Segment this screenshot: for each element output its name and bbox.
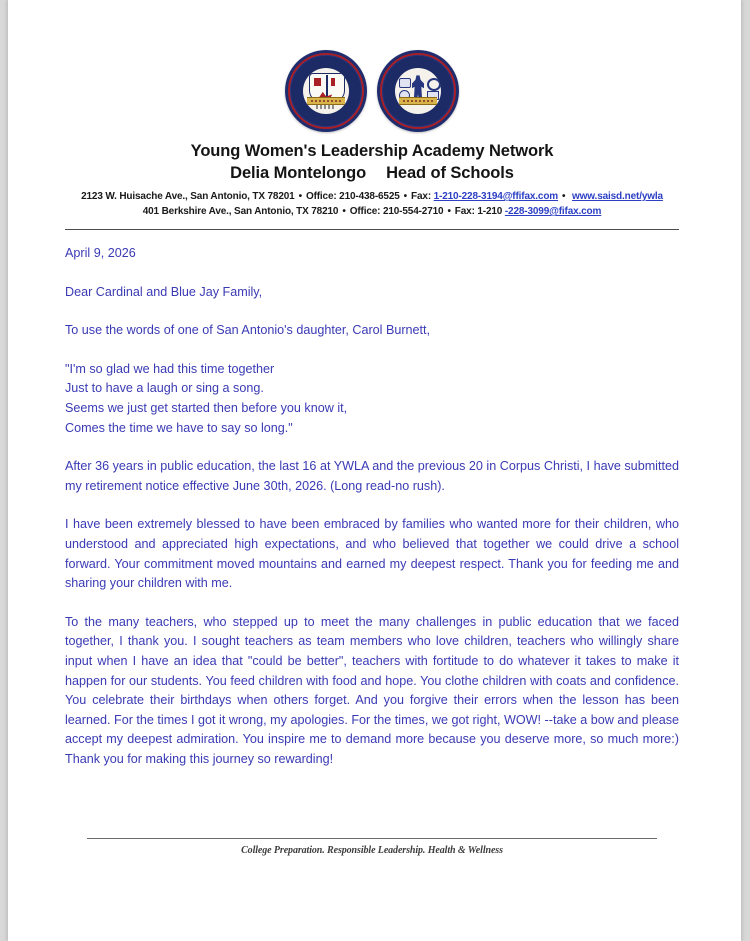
person-name: Delia Montelongo: [230, 164, 367, 182]
person-title: Head of Schools: [386, 164, 514, 182]
poem-line: Just to have a laugh or sing a song.: [65, 381, 264, 396]
seal-established-text: [316, 105, 336, 109]
campus-2-fax-link[interactable]: -228-3099@fifax.com: [504, 206, 602, 217]
page-footer: [65, 838, 679, 856]
footer-divider: [87, 838, 657, 839]
campus-2-office-phone: Office: 210-554-2710: [349, 206, 444, 217]
seal-motto-text: [403, 100, 434, 102]
letter-date: April 9, 2026: [65, 246, 136, 260]
quoted-poem: [65, 360, 679, 438]
campus-1-fax-link[interactable]: 1-210-228-3194@ffifax.com: [433, 191, 559, 202]
seal-book-icon: [314, 78, 321, 87]
spacer: [65, 438, 679, 457]
footer-tagline: College Preparation. Responsible Leadership. Health & Wellness: [241, 845, 503, 856]
seal-torch-icon: [331, 78, 335, 87]
seal-right-field: [395, 68, 441, 114]
letter-paragraph: I have been extremely blessed to have been embraced by families who wanted more for their children, who understood and appreciated high expectations, and who believed that together we could drive a school forward. Your commitment moved mountains and earned my deepest respect. Thank you for feeding me and sharing your children with me.: [65, 517, 679, 591]
letterhead-logos: [65, 0, 679, 132]
head-of-schools-line: [65, 164, 679, 183]
letter-body: [65, 244, 679, 769]
campus-1-office-phone: Office: 210-438-6525: [305, 191, 400, 202]
bullet-separator: •: [298, 191, 302, 202]
website-link[interactable]: www.saisd.net/ywla: [572, 191, 663, 202]
poem-line: Seems we just get started then before you know it,: [65, 400, 348, 415]
ywla-primary-crest-seal-icon: [377, 50, 459, 132]
document-page: [8, 0, 741, 941]
ywla-secondary-crest-seal-icon: [285, 50, 367, 132]
address-line-2: [65, 206, 679, 217]
letter-intro: To use the words of one of San Antonio's daughter, Carol Burnett,: [65, 323, 431, 338]
letterhead-divider: [65, 229, 679, 230]
seal-motto-text: [311, 100, 342, 102]
letter-paragraph: To the many teachers, who stepped up to meet the many challenges in public education that we faced together, I thank you. I sought teachers as team members who love children, teachers who willingly share input when I have an idea that "could be better", teachers with fortitude to do whatever it takes to make it happen for our students. You feed children with food and hope. You clothe children with coats and confidence. You celebrate their birthdays when others forget. And you forgive their errors when the lesson has been learned. For the times I got it wrong, my apologies. For the times, we got right, WOW! --take a bow and please accept my deepest admiration. You inspire me to demand more because you deserve more, so much more:) Thank you for making this journey so rewarding!: [65, 614, 679, 766]
seal-lamp-icon: [399, 78, 411, 88]
address-line-1: [65, 191, 679, 202]
bullet-separator: •: [562, 191, 566, 202]
spacer: [65, 302, 679, 321]
campus-1-fax-label: Fax:: [411, 191, 431, 202]
bullet-separator: •: [403, 191, 408, 202]
letter-paragraph: After 36 years in public education, the last 16 at YWLA and the previous 20 in Corpus Christi, I have submitted my retirement notice effective June 30th, 2026. (Long read-no rush).: [65, 459, 679, 493]
spacer: [65, 496, 679, 515]
bullet-separator: •: [342, 206, 346, 217]
seal-motto-banner: [307, 97, 346, 105]
campus-2-fax-label: Fax: 1-210: [454, 206, 503, 217]
poem-line: "I'm so glad we had this time together: [65, 361, 275, 376]
organization-name: Young Women's Leadership Academy Network: [190, 142, 554, 160]
spacer: [65, 341, 679, 360]
seal-left-field: [303, 68, 349, 114]
seal-motto-banner: [399, 97, 438, 105]
campus-2-address: 401 Berkshire Ave., San Antonio, TX 78210: [142, 206, 339, 217]
spacer: [65, 264, 679, 283]
letter-content: [65, 0, 679, 769]
spacer: [65, 594, 679, 613]
bullet-separator: •: [447, 206, 451, 217]
poem-line: Comes the time we have to say so long.": [65, 420, 293, 435]
letter-salutation: Dear Cardinal and Blue Jay Family,: [65, 284, 263, 299]
seal-globe-icon: [427, 78, 441, 91]
campus-1-address: 2123 W. Huisache Ave., San Antonio, TX 78201: [81, 191, 295, 202]
